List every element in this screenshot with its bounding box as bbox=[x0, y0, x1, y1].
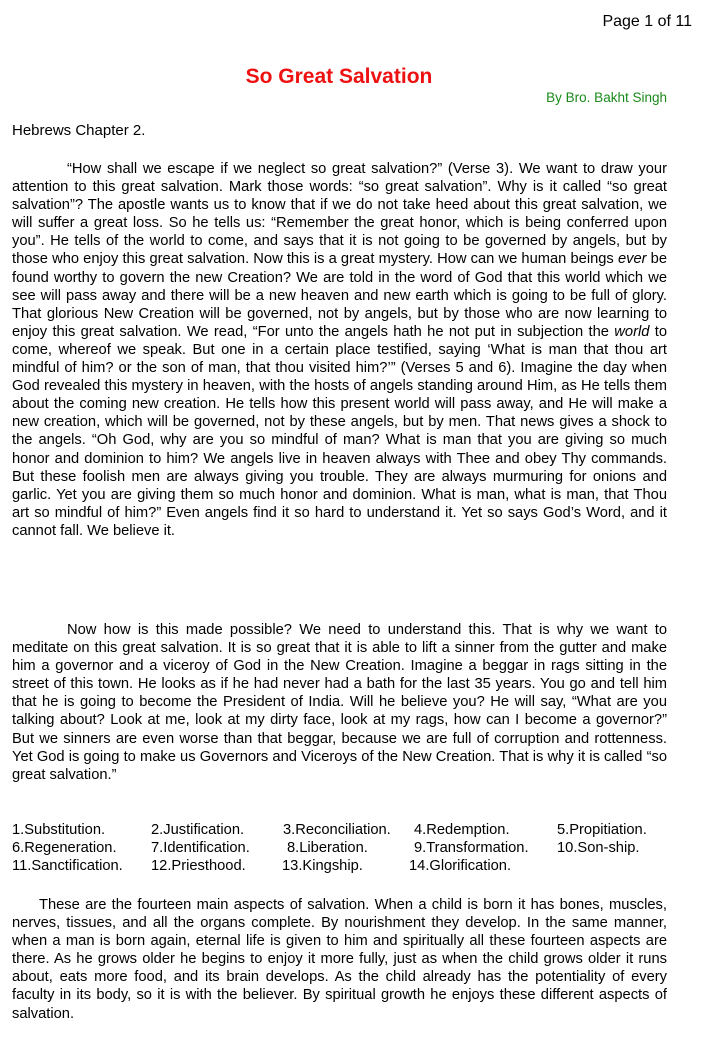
paragraph-2 bbox=[12, 621, 667, 784]
aspect-item: 2.Justification. bbox=[151, 822, 245, 838]
aspect-item: 5.Propitiation. bbox=[557, 822, 647, 838]
aspect-item: 4.Redemption. bbox=[414, 822, 510, 838]
paragraph-3 bbox=[12, 896, 667, 1023]
aspect-item: 12.Priesthood. bbox=[151, 858, 246, 875]
paragraph-3-text: These are the fourteen main aspects of salvation. When a child is born it has bones, muscles, nerves, tissues, and all the organs complete. By nourishment they develop. In the same manner, when a man is born again, eternal life is given to him and spiritually all these fourteen aspects are there. As he grows older he begins to enjoy it more fully, just as when the child grows older it runs about, eats more food, and its brain develops. As the child already has the potentiality of every faculty in its body, so it is with the believer. By spiritual growth he enjoys these different aspects of salvation. bbox=[12, 897, 667, 1022]
aspect-item: 7.Identification. bbox=[151, 840, 250, 857]
aspects-row-2 bbox=[12, 839, 672, 857]
author-byline: By Bro. Bakht Singh bbox=[546, 90, 667, 105]
paragraph-1-emphasis-world: world bbox=[614, 323, 650, 340]
aspect-item: 6.Regeneration. bbox=[12, 840, 117, 857]
paragraph-1 bbox=[12, 160, 667, 540]
chapter-heading: Hebrews Chapter 2. bbox=[12, 122, 146, 139]
aspect-item: 8.Liberation. bbox=[287, 840, 368, 857]
paragraph-1-text bbox=[12, 160, 667, 540]
aspect-item: 1.Substitution. bbox=[12, 822, 106, 838]
aspect-item: 13.Kingship. bbox=[282, 858, 363, 875]
aspect-item: 10.Son-ship. bbox=[557, 840, 640, 857]
salvation-aspects-list bbox=[12, 821, 672, 876]
aspect-item: 9.Transformation. bbox=[414, 840, 529, 857]
page-number: Page 1 of 11 bbox=[602, 13, 692, 30]
page-title: So Great Salvation bbox=[245, 65, 433, 88]
paragraph-1-part-1: “How shall we escape if we neglect so great salvation?” (Verse 3). We want to draw your attention to this great salvation. Mark those words: “so great salvation”. Why is it called “so great salvation”? The apostle wants us to know that if we do not take heed about this great salvation, we will suffer a great loss. So he tells us: “Remember the great honor, which is being conferred upon you”. He tells of the world to come, and says that it is not going to be governed by angels, but by those who enjoy this great salvation. Now this is a great mystery. How can we human beings bbox=[12, 161, 667, 268]
aspect-item: 14.Glorification. bbox=[409, 858, 512, 875]
aspects-row-3 bbox=[12, 857, 672, 875]
paragraph-1-emphasis-ever: ever bbox=[617, 251, 647, 268]
aspect-item: 3.Reconciliation. bbox=[283, 822, 391, 838]
aspect-item: 11.Sanctification. bbox=[12, 858, 123, 875]
paragraph-1-part-2: be found worthy to govern the new Creation? We are told in the word of God that this world which we see will pass away and there will be a new heaven and new earth which is going to be full of glory. That glorious New Creation will be governed, not by angels, but by those who are now learning to enjoy this great salvation. We read, “For unto the angels hath he not put in subjection the bbox=[12, 251, 668, 340]
paragraph-2-text: Now how is this made possible? We need to understand this. That is why we want to meditate on this great salvation. It is so great that it is able to lift a sinner from the gutter and make him a governor and a viceroy of God in the New Creation. Imagine a beggar in rags sitting in the street of this town. He looks as if he had never had a bath for the last 35 years. You go and tell him that he is going to become the President of India. Will he believe you? He will say, “What are you talking about? Look at me, look at my dirty face, look at my rags, how can I become a governor?” But we sinners are even worse than that beggar, because we are full of corruption and rottenness. Yet God is going to make us Governors and Viceroys of the New Creation. That is why it is called “so great salvation.” bbox=[12, 622, 667, 783]
aspects-row-1 bbox=[12, 821, 672, 839]
paragraph-1-part-3: to come, whereof we speak. But one in a certain place testified, saying ‘What is man that thou art mindful of him? or the son of man, that thou visited him?’” (Verses 5 and 6). Imagine the day when God revealed this mystery in heaven, with the hosts of angels standing around Him, as He tells them about the coming new creation. He tells how this present world will pass away, and He will make a new creation, which will be governed, not by these angels, but by men. That news gives a shock to the angels. “Oh God, why are you so mindful of man? What is man that you are giving so much honor and dominion to him? We angels live in heaven always with Thee and obey Thy commands. But these foolish men are always giving you trouble. They are always murmuring for onions and garlic. Yet you are giving them so much honor and dominion. What is man, what is man, that Thou art so mindful of him?” Even angels find it so hard to understand it. Yet so says God’s Word, and it cannot fall. We believe it. bbox=[12, 323, 667, 539]
